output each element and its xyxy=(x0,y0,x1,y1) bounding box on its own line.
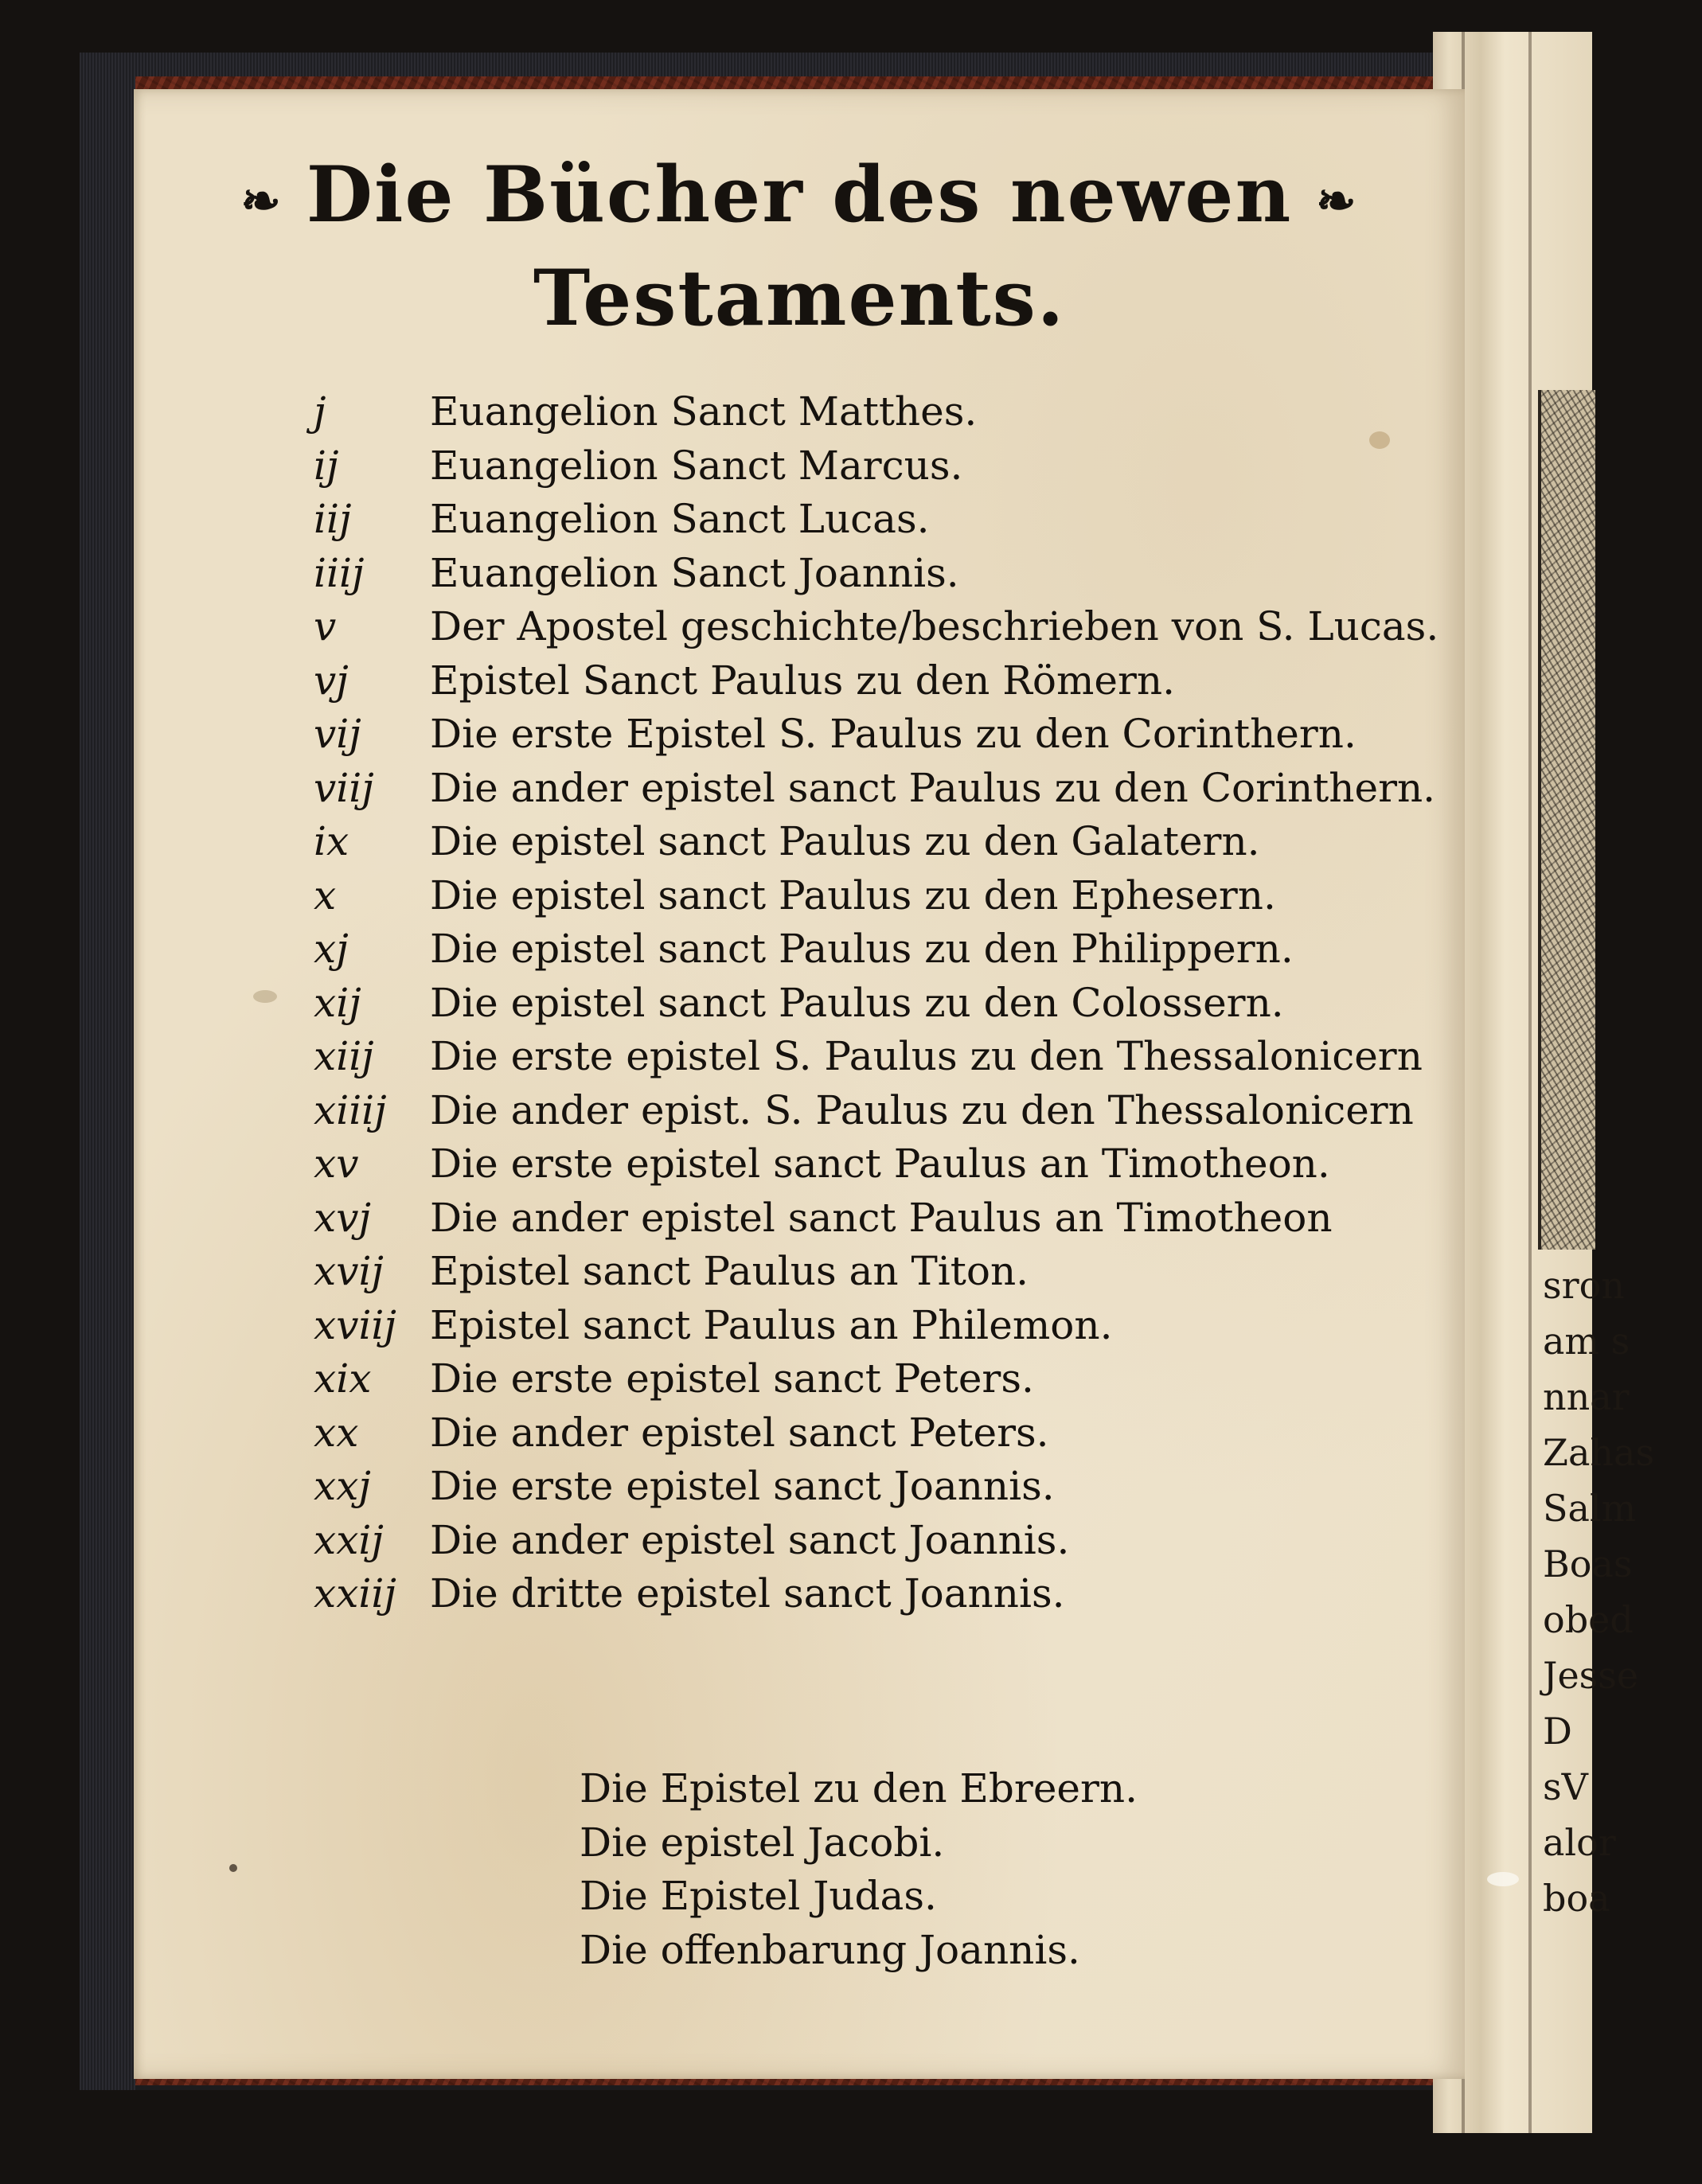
list-item xyxy=(134,384,1465,438)
list-item xyxy=(134,1405,1465,1459)
unnumbered-books xyxy=(134,1761,1465,1975)
list-item xyxy=(134,1512,1465,1566)
page xyxy=(134,89,1465,2079)
facing-page-fragment: nnar xyxy=(1543,1375,1630,1418)
book-title: Die erste epistel sanct Joannis. xyxy=(430,1463,1055,1509)
book-title: Die erste epistel sanct Peters. xyxy=(430,1355,1034,1402)
book-number: j xyxy=(314,388,326,435)
list-item xyxy=(134,706,1465,760)
list-item xyxy=(134,1243,1465,1297)
book-title: Die ander epistel sanct Paulus zu den Corinthern. xyxy=(430,764,1436,811)
leaf-edge xyxy=(1528,32,1532,2133)
book-title: Der Apostel geschichte/beschrieben von S. Lucas. xyxy=(430,603,1439,649)
book-title: Euangelion Sanct Marcus. xyxy=(430,442,963,489)
book-number: xxiij xyxy=(314,1570,396,1617)
list-item xyxy=(134,813,1465,868)
book-title: Die ander epist. S. Paulus zu den Thessalonicern xyxy=(430,1086,1414,1133)
book-number: xviij xyxy=(314,1301,396,1348)
book-number: xiiij xyxy=(314,1086,387,1133)
book-title: Die erste epistel S. Paulus zu den Thessalonicern xyxy=(430,1033,1423,1079)
facing-page-fragment: Boas xyxy=(1543,1542,1633,1585)
book-number: ij xyxy=(314,442,339,489)
book-title: Die ander epistel sanct Peters. xyxy=(430,1409,1049,1456)
book-title: Die epistel sanct Paulus zu den Philippern. xyxy=(430,926,1294,972)
list-item xyxy=(134,1028,1465,1082)
book-number: viij xyxy=(314,764,374,811)
book-title: Epistel sanct Paulus an Titon. xyxy=(430,1248,1029,1294)
book-number: xij xyxy=(314,979,361,1026)
book-number: ix xyxy=(314,818,349,864)
facing-page-fragment: Zahas xyxy=(1543,1431,1655,1474)
list-item xyxy=(134,1351,1465,1405)
paper-stain xyxy=(1487,1872,1519,1886)
list-item xyxy=(134,545,1465,599)
list-item xyxy=(134,868,1465,922)
list-item xyxy=(134,653,1465,707)
facing-page xyxy=(1538,366,1655,1958)
list-item xyxy=(134,599,1465,653)
book-list xyxy=(134,384,1465,1620)
book-title: Die erste Epistel S. Paulus zu den Corinthern. xyxy=(430,711,1357,757)
cloth-edge-top xyxy=(80,53,1449,76)
facing-page-fragment: obed xyxy=(1543,1598,1634,1641)
list-item xyxy=(134,1190,1465,1244)
facing-page-text xyxy=(1543,1258,1702,1926)
book-number: xj xyxy=(314,926,349,972)
book-title: Die epistel sanct Paulus zu den Colossern. xyxy=(430,979,1284,1026)
book-number: vij xyxy=(314,711,361,757)
book-number: xx xyxy=(314,1409,359,1456)
list-item xyxy=(134,1815,1465,1869)
list-item xyxy=(134,1136,1465,1190)
book-number: iiij xyxy=(314,549,365,596)
book-number: xv xyxy=(314,1141,359,1187)
list-item xyxy=(134,1082,1465,1137)
list-item xyxy=(134,760,1465,814)
book-title: Euangelion Sanct Matthes. xyxy=(430,388,978,435)
book-title: Die epistel Jacobi. xyxy=(580,1819,945,1866)
book-title: Euangelion Sanct Joannis. xyxy=(430,549,959,596)
facing-page-fragment: alor xyxy=(1543,1821,1616,1864)
facing-page-fragment: boa xyxy=(1543,1877,1610,1920)
book-title: Epistel sanct Paulus an Philemon. xyxy=(430,1301,1113,1348)
facing-page-fragment: Salm xyxy=(1543,1487,1637,1530)
book-number: xvij xyxy=(314,1248,384,1294)
page-title xyxy=(134,150,1465,240)
book-number: vj xyxy=(314,657,349,704)
book-title: Die ander epistel sanct Paulus an Timotheon xyxy=(430,1194,1333,1241)
book-title: Die dritte epistel sanct Joannis. xyxy=(430,1570,1065,1617)
book-number: xiij xyxy=(314,1033,374,1079)
list-item xyxy=(134,1868,1465,1922)
facing-page-fragment: sron xyxy=(1543,1264,1625,1307)
book-number: xix xyxy=(314,1355,372,1402)
book-title: Die ander epistel sanct Joannis. xyxy=(430,1516,1070,1563)
title-line-1: Die Bücher des newen xyxy=(306,150,1293,240)
list-item xyxy=(134,1566,1465,1620)
list-item xyxy=(134,491,1465,545)
book-number: xvj xyxy=(314,1194,371,1241)
list-item xyxy=(134,1297,1465,1351)
book-number: xxj xyxy=(314,1463,371,1509)
fleuron-right-icon: ❧ xyxy=(1316,174,1358,230)
book-title: Die Epistel zu den Ebreern. xyxy=(580,1765,1138,1812)
book-title: Die erste epistel sanct Paulus an Timotheon. xyxy=(430,1141,1330,1187)
book-number: x xyxy=(314,872,337,918)
book-title: Die epistel sanct Paulus zu den Galatern. xyxy=(430,818,1260,864)
facing-page-fragment: D xyxy=(1543,1710,1572,1753)
fleuron-left-icon: ❧ xyxy=(240,174,283,230)
list-item xyxy=(134,1922,1465,1976)
woodcut-illustration xyxy=(1538,390,1595,1250)
book-number: v xyxy=(314,603,337,649)
list-item xyxy=(134,921,1465,975)
book-title: Die offenbarung Joannis. xyxy=(580,1926,1080,1973)
title-line-2: Testaments. xyxy=(533,253,1066,343)
list-item xyxy=(134,1761,1465,1815)
facing-page-fragment: sV xyxy=(1543,1765,1588,1808)
book-title: Die Epistel Judas. xyxy=(580,1873,937,1919)
spine-cloth xyxy=(80,53,135,2090)
list-item xyxy=(134,1458,1465,1512)
list-item xyxy=(134,975,1465,1029)
list-item xyxy=(134,438,1465,492)
book-title: Euangelion Sanct Lucas. xyxy=(430,496,930,542)
book-title: Die epistel sanct Paulus zu den Ephesern. xyxy=(430,872,1276,918)
book-title: Epistel Sanct Paulus zu den Römern. xyxy=(430,657,1176,704)
facing-page-fragment: am s xyxy=(1543,1320,1630,1363)
facing-page-fragment: Jesse xyxy=(1543,1654,1639,1697)
book-number: xxij xyxy=(314,1516,384,1563)
book-number: iij xyxy=(314,496,352,542)
